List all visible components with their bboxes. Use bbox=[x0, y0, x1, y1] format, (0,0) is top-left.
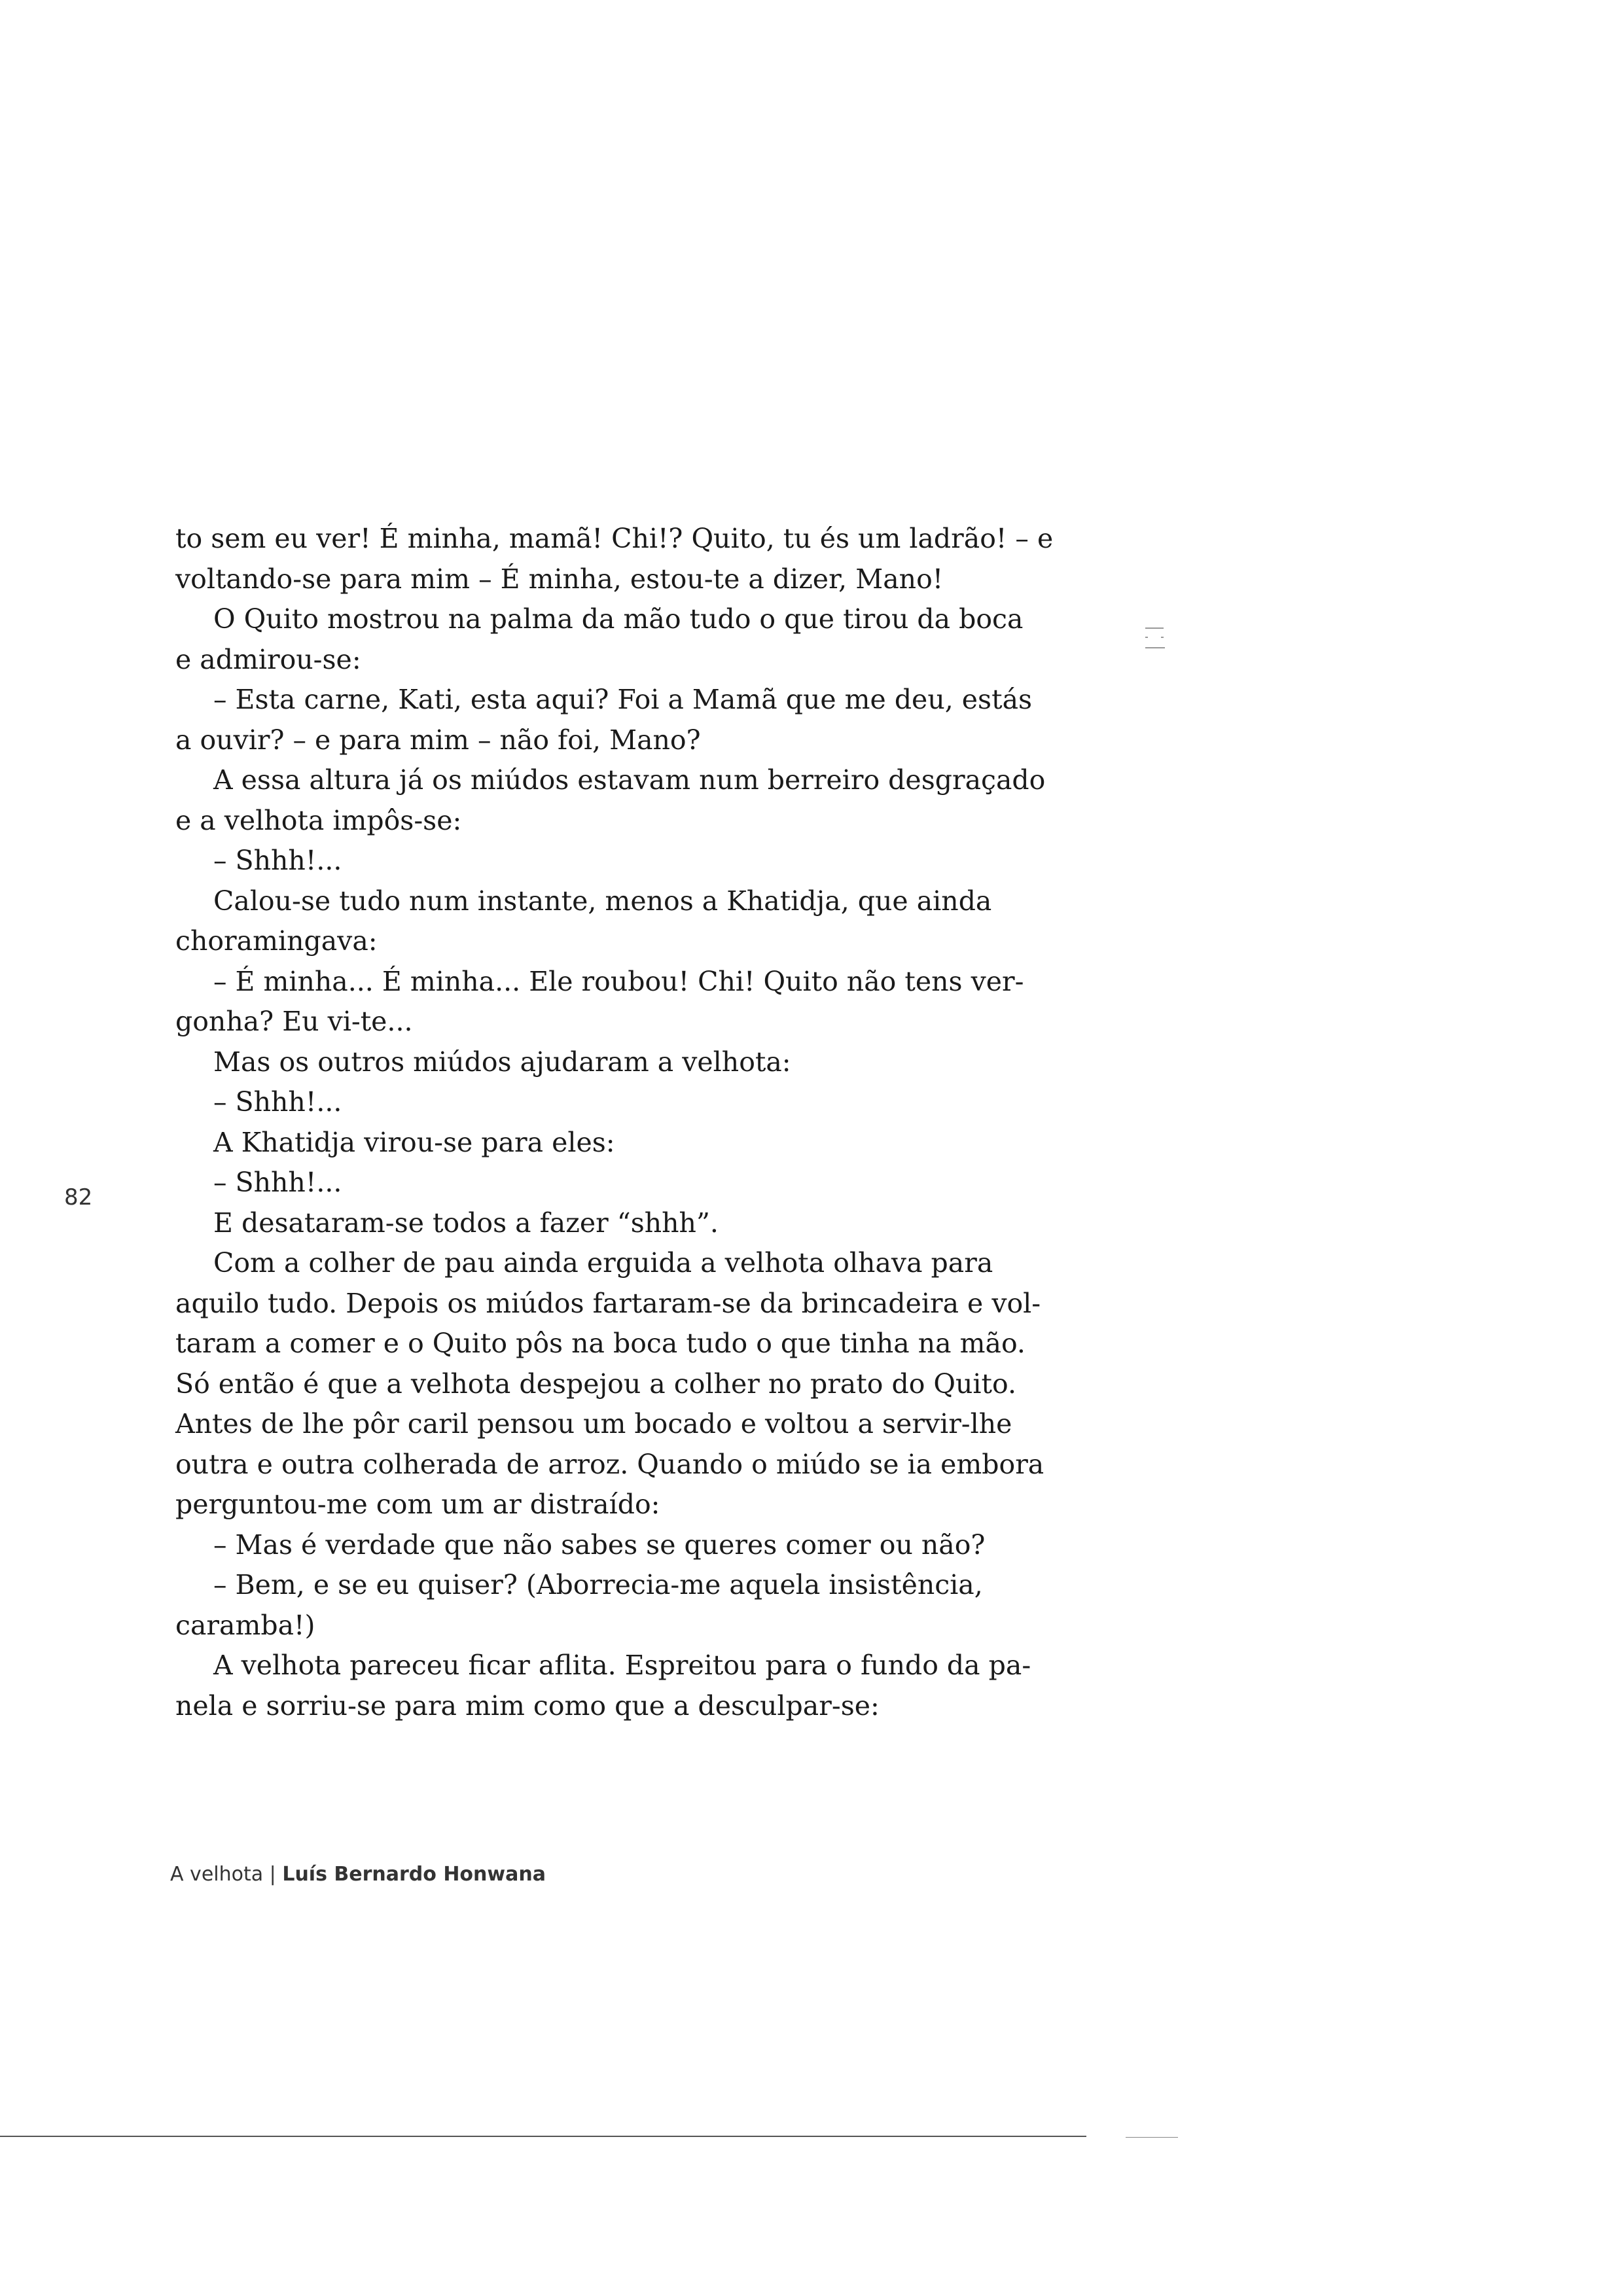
body-line: Só então é que a velhota despejou a colher no prato do Quito. bbox=[175, 1368, 1017, 1400]
body-line: O Quito mostrou na palma da mão tudo o que tirou da boca bbox=[213, 603, 1024, 635]
footer-book-title: A velhota bbox=[170, 1863, 264, 1886]
body-line: – Bem, e se eu quiser? (Aborrecia-me aquela insistência, bbox=[213, 1569, 983, 1600]
body-line: nela e sorriu-se para mim como que a desculpar-se: bbox=[175, 1689, 880, 1722]
page-number: 82 bbox=[64, 1184, 93, 1210]
body-line: – Mas é verdade que não sabes se queres comer ou não? bbox=[213, 1528, 986, 1561]
body-line: choramingava: bbox=[175, 925, 378, 957]
body-line: a ouvir? – e para mim – não foi, Mano? bbox=[175, 724, 701, 756]
body-line: E desataram-se todos a fazer “shhh”. bbox=[213, 1207, 719, 1239]
body-line: e admirou-se: bbox=[175, 643, 361, 675]
body-line: Mas os outros miúdos ajudaram a velhota: bbox=[213, 1046, 791, 1078]
body-line: gonha? Eu vi-te... bbox=[175, 1006, 413, 1037]
bottom-rule-dash bbox=[1126, 2137, 1178, 2138]
margin-scan-mark bbox=[1144, 624, 1166, 650]
body-line: – Shhh!... bbox=[213, 1086, 342, 1118]
body-line: taram a comer e o Quito pôs na boca tudo o que tinha na mão. bbox=[175, 1328, 1026, 1359]
body-line: to sem eu ver! É minha, mamã! Chi!? Quito, tu és um ladrão! – e bbox=[175, 523, 1054, 554]
body-line: – Shhh!... bbox=[213, 845, 342, 876]
body-line: A essa altura já os miúdos estavam num berreiro desgraçado bbox=[213, 764, 1046, 796]
body-line: voltando-se para mim – É minha, estou-te a dizer, Mano! bbox=[175, 563, 944, 595]
body-line: outra e outra colherada de arroz. Quando o miúdo se ia embora bbox=[175, 1448, 1044, 1480]
bottom-rule bbox=[0, 2136, 1086, 2137]
body-line: A velhota pareceu ficar aflita. Espreitou para o fundo da pa- bbox=[213, 1650, 1031, 1681]
body-line: e a velhota impôs-se: bbox=[175, 804, 462, 836]
running-footer bbox=[170, 1863, 546, 1886]
body-text bbox=[175, 519, 1054, 1726]
body-line: caramba!) bbox=[175, 1609, 315, 1641]
footer-separator: | bbox=[269, 1863, 276, 1886]
body-line: – Esta carne, Kati, esta aqui? Foi a Mamã que me deu, estás bbox=[213, 684, 1033, 715]
body-line: A Khatidja virou-se para eles: bbox=[213, 1126, 615, 1158]
body-line: aquilo tudo. Depois os miúdos fartaram-se da brincadeira e vol- bbox=[175, 1287, 1041, 1319]
footer-author: Luís Bernardo Honwana bbox=[282, 1863, 546, 1886]
body-line: Com a colher de pau ainda erguida a velhota olhava para bbox=[213, 1247, 993, 1279]
body-line: Antes de lhe pôr caril pensou um bocado e voltou a servir-lhe bbox=[175, 1408, 1012, 1439]
body-line: Calou-se tudo num instante, menos a Khatidja, que ainda bbox=[213, 885, 992, 917]
body-line: – Shhh!... bbox=[213, 1167, 342, 1198]
body-line: – É minha... É minha... Ele roubou! Chi! Quito não tens ver- bbox=[213, 965, 1024, 997]
body-line: perguntou-me com um ar distraído: bbox=[175, 1489, 660, 1520]
